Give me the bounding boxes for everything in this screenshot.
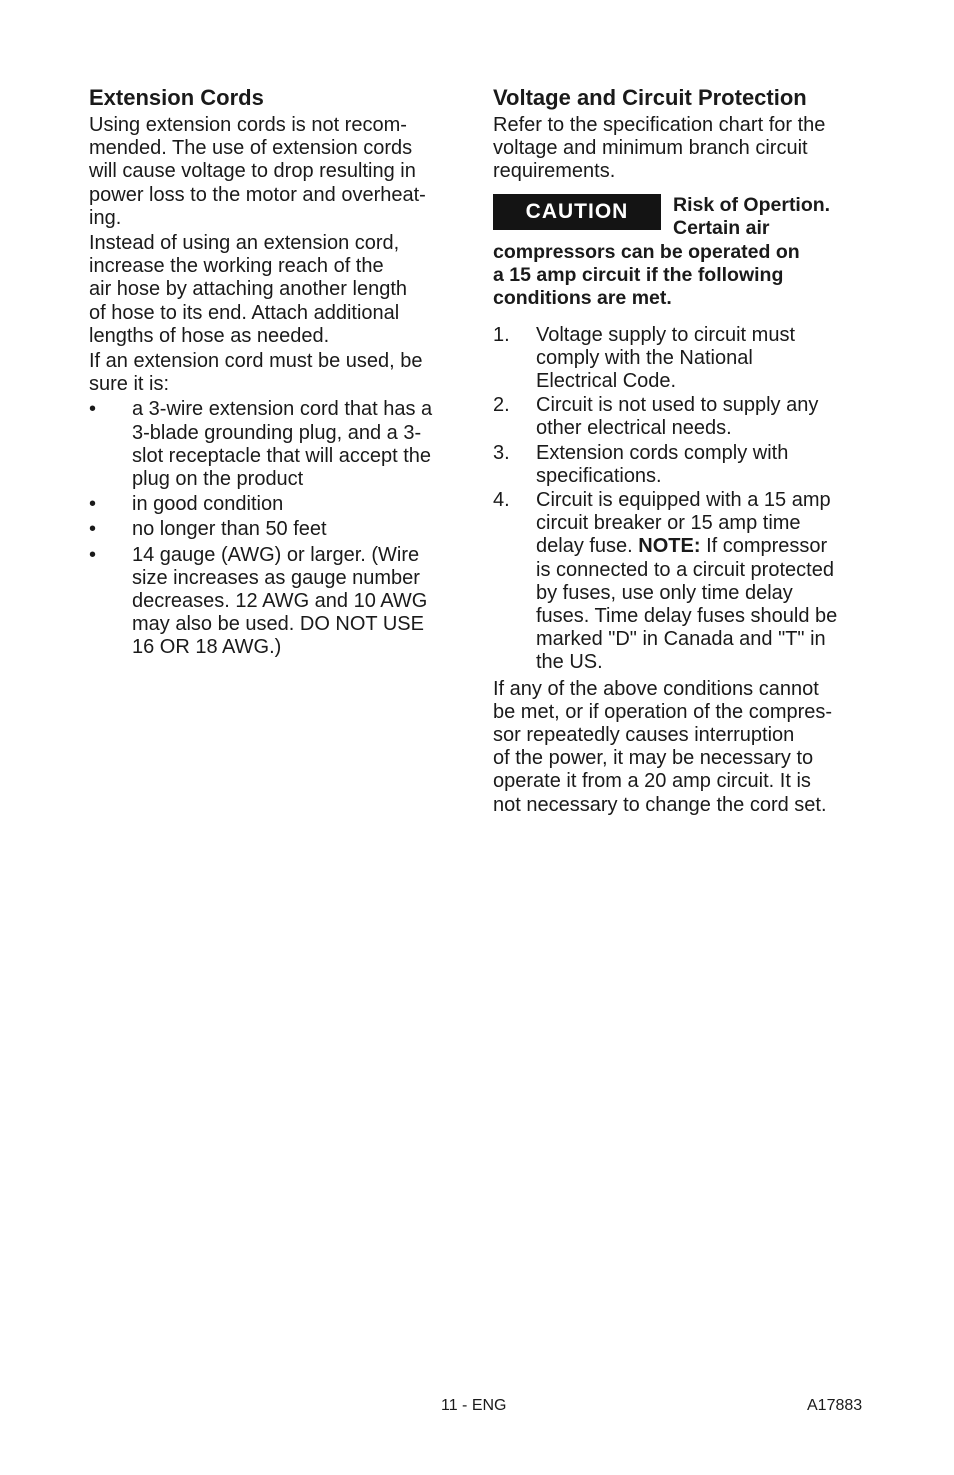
caution-side-text: Risk of Opertion. Certain air	[673, 193, 831, 239]
list-item-text: no longer than 50 feet	[132, 518, 327, 541]
extension-cords-paragraph-3: If an extension cord must be used, be sure it is:	[89, 350, 423, 396]
caution-badge: CAUTION	[493, 194, 661, 230]
step-number: 4.	[493, 489, 510, 512]
step-text-part-a: Circuit is equipped with a 15 amp circuit breaker or 15 amp time delay fuse.	[536, 489, 831, 558]
circuit-conditions-list	[493, 324, 869, 675]
step-number: 2.	[493, 394, 510, 417]
step-number: 1.	[493, 323, 510, 346]
extension-cords-paragraph-2: Instead of using an extension cord, increase the working reach of the air hose by attaching another length of hose to its end. Attach additional lengths of hose as needed.	[89, 232, 407, 347]
page-number: 11 - ENG	[441, 1397, 507, 1414]
caution-block	[493, 194, 869, 310]
caution-top-row	[493, 194, 869, 240]
voltage-heading: Voltage and Circuit Protection	[493, 85, 807, 110]
voltage-intro: Refer to the specification chart for the voltage and minimum branch circuit requirements.	[493, 114, 826, 183]
caution-rest-text: compressors can be operated on a 15 amp circuit if the following conditions are met.	[493, 240, 800, 309]
step-text: Voltage supply to circuit must comply with the National Electrical Code.	[536, 323, 796, 393]
right-column	[493, 84, 869, 819]
document-code: A17883	[807, 1397, 863, 1414]
list-item	[89, 518, 464, 541]
step-text	[536, 489, 869, 675]
list-item	[493, 394, 869, 440]
step-text: Extension cords comply with specifications.	[536, 441, 789, 487]
voltage-closing-paragraph: If any of the above conditions cannot be met, or if operation of the compres- sor repeatedly causes interruption of the power, it may be necessary to operate it from a 20 amp circuit. It is not necessary to change the cord set.	[493, 677, 833, 816]
bullet-icon: •	[89, 493, 97, 516]
list-item	[493, 489, 869, 675]
list-item	[89, 544, 464, 660]
list-item	[493, 442, 869, 488]
list-item-text: in good condition	[132, 493, 284, 516]
bullet-icon: •	[89, 518, 97, 541]
step-number: 3.	[493, 441, 510, 464]
bullet-icon: •	[89, 543, 97, 566]
list-item	[89, 398, 464, 491]
note-label: NOTE:	[638, 535, 701, 558]
extension-cords-heading: Extension Cords	[89, 85, 264, 110]
extension-cords-paragraph-1: Using extension cords is not recom- mended. The use of extension cords will cause voltage to drop resulting in power loss to the motor and overheat- ing.	[89, 114, 426, 229]
list-item	[89, 493, 464, 516]
list-item-text: 14 gauge (AWG) or larger. (Wire size increases as gauge number decreases. 12 AWG and 10 AWG may also be used. DO NOT USE 16 OR 18 AWG.)	[132, 543, 428, 659]
list-item-text: a 3-wire extension cord that has a 3-blade grounding plug, and a 3- slot receptacle that will accept the plug on the product	[132, 398, 433, 491]
list-item	[493, 324, 869, 394]
extension-cord-requirements-list	[89, 398, 464, 659]
step-text: Circuit is not used to supply any other electrical needs.	[536, 394, 819, 440]
left-column	[89, 84, 464, 662]
bullet-icon: •	[89, 398, 97, 421]
step-text-part-b: If compressor is connected to a circuit protected by fuses, use only time delay fuses. Time delay fuses should be marked "D" in Canada and "T" in the US.	[536, 535, 838, 674]
